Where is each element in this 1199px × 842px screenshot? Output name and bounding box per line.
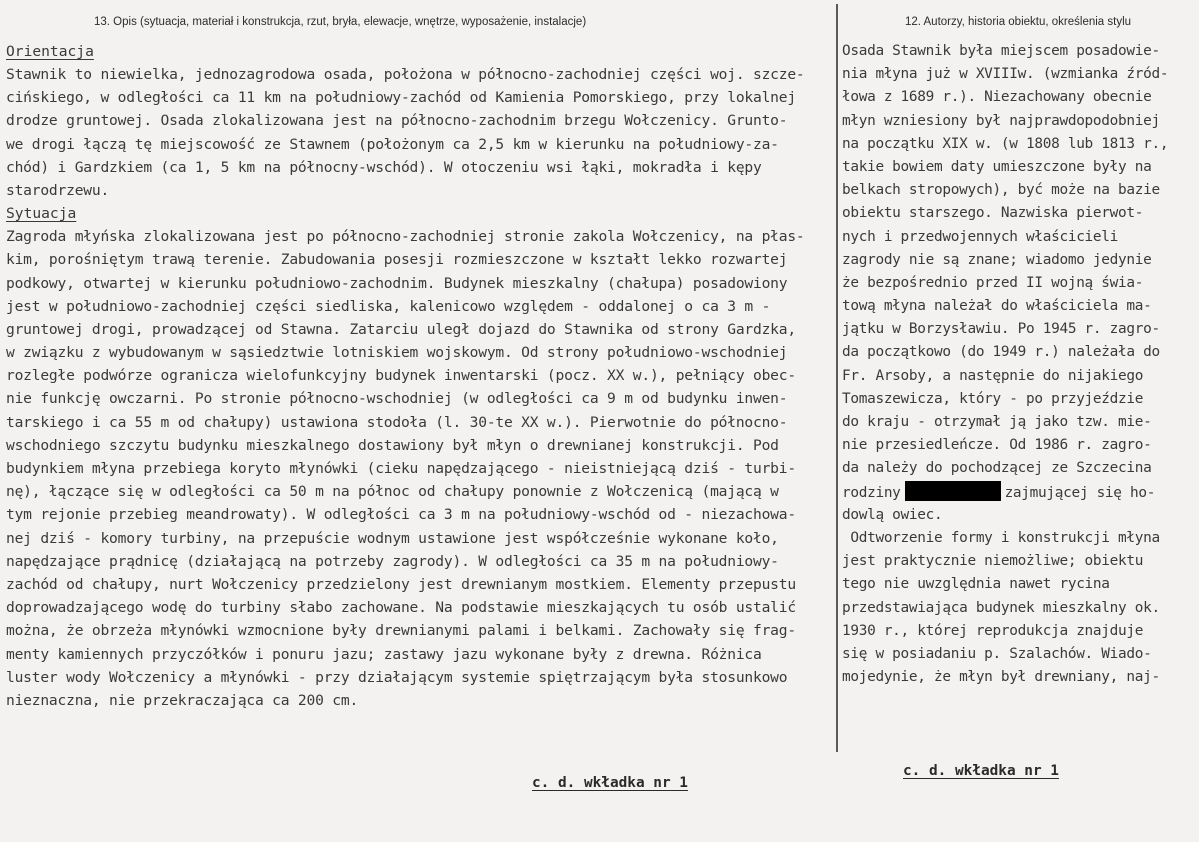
text-line-redacted <box>842 481 1194 504</box>
continuation-note-right: c. d. wkładka nr 1 <box>903 763 1059 779</box>
history-column <box>842 14 1194 814</box>
text-line: doprowadzającego wodę do turbiny słabo zachowane. Na podstawie mieszkających tu osób ustalić <box>6 599 796 617</box>
description-column <box>6 14 828 814</box>
text-line: nej dziś - komory turbiny, na przepuście wodnym ustawione jest współcześnie wykonane koło, <box>6 529 779 547</box>
text-line: jest praktycznie niemożliwe; obiektu <box>842 553 1144 570</box>
text-line: Osada Stawnik była miejscem posadowie- <box>842 43 1160 59</box>
text-line: nia młyna już w XVIIIw. (wzmianka źród- <box>842 66 1169 83</box>
text-line: można, że obrzeża młynówki wzmocnione były drewnianymi palami i belkami. Zachowały się frag- <box>6 622 796 640</box>
text-line: dowlą owiec. <box>842 506 943 523</box>
text-line: tową młyna należał do właściciela ma- <box>842 298 1152 315</box>
text-line: tego nie uwzględnia nawet rycina <box>842 576 1110 593</box>
text-line: 1930 r., której reprodukcja znajduje <box>842 622 1144 639</box>
text-line: się w posiadaniu p. Szalachów. Wiado- <box>842 645 1152 662</box>
text-line: rozległe podwórze ogranicza wielofunkcyjny budynek inwentarski (pocz. XX w.), pełniący obec- <box>6 367 796 385</box>
text-line: obiektu starszego. Nazwiska pierwot- <box>842 205 1144 222</box>
history-paragraph <box>842 40 1194 689</box>
history-header: 12. Autorzy, historia obiektu, określenia stylu <box>904 16 1132 28</box>
text-line: jątku w Borzysławiu. Po 1945 r. zagro- <box>842 321 1160 338</box>
text-line: przedstawiająca budynek mieszkalny ok. <box>842 599 1160 616</box>
redacted-line-end: zajmującej się ho- <box>1004 484 1156 501</box>
text-line: kim, porośniętym trawą terenie. Zabudowania posesji rozmieszczone w kształt lekko rozwartej <box>6 251 788 269</box>
text-line: zagrody nie są znane; wiadomo jedynie <box>842 251 1152 268</box>
orientation-title: Orientacja <box>6 43 94 60</box>
text-line: młyn wzniesiony był najprawdopodobniej <box>842 112 1160 129</box>
text-line: Stawnik to niewielka, jednozagrodowa osada, położona w północno-zachodniej części woj. szcze- <box>6 66 805 83</box>
text-line: cińskiego, w odległości ca 11 km na południowy-zachód od Kamienia Pomorskiego, przy lokalnej <box>6 89 796 107</box>
text-line: tarskiego i ca 55 m od chałupy) ustawiona stodoła (l. 30-te XX w.). Pierwotnie do północno- <box>6 413 788 431</box>
text-line: menty kamiennych przyczółków i ponuru jazu; zastawy jazu wykonane były z drewna. Różnica <box>6 645 762 663</box>
text-line: nie przesiedleńcze. Od 1986 r. zagro- <box>842 437 1152 454</box>
text-line: do kraju - otrzymał ją jako tzw. mie- <box>842 414 1152 430</box>
text-line: nych i przedwojennych właścicieli <box>842 228 1119 245</box>
text-line: chód) i Gardzkiem (ca 1, 5 km na północny-wschód). W otoczeniu wsi łąki, mokradła i kępy <box>6 158 762 176</box>
text-line: napędzające prądnicę (działającą na potrzeby zagrody). W odległości ca 35 m na południowy- <box>6 552 779 570</box>
text-line: Zagroda młyńska zlokalizowana jest po północno-zachodniej stronie zakola Wołczenicy, na płas- <box>6 228 805 246</box>
continuation-note-left: c. d. wkładka nr 1 <box>532 775 688 791</box>
text-line: da początkowo (do 1949 r.) należała do <box>842 344 1160 361</box>
description-header: 13. Opis (sytuacja, materiał i konstrukcja, rzut, bryła, elewacje, wnętrze, wyposażenie, instalacje) <box>94 16 587 28</box>
text-line: podkowy, otwartej w kierunku południowo-zachodnim. Budynek mieszkalny (chałupa) posadowiony <box>6 274 788 292</box>
text-line: we drogi łączą tę miejscowość ze Stawnem (położonym ca 2,5 km w kierunku na południowy-za- <box>6 135 779 153</box>
situation-paragraph <box>6 225 828 712</box>
text-line: belkach stropowych), być może na bazie <box>842 182 1160 199</box>
column-divider <box>836 4 838 752</box>
text-line: luster wody Wołczenicy a młynówki - przy działającym systemie spiętrzającym była stosunkowo <box>6 668 788 686</box>
text-line: starodrzewu. <box>6 181 110 199</box>
text-line: da należy do pochodzącej ze Szczecina <box>842 460 1152 477</box>
text-line: takie bowiem daty umieszczone były na <box>842 158 1152 175</box>
text-line: gruntowej drogi, prowadzącej od Stawna. Zatarciu uległ dojazd do Stawnika od strony Gardzka, <box>6 320 796 338</box>
text-line: nieznaczna, nie przekraczająca ca 200 cm. <box>6 691 359 709</box>
orientation-paragraph <box>6 63 828 202</box>
text-line: tym rejonie przebieg meandrowaty). W odległości ca 3 m na południowy-wschód od - niezachowa- <box>6 506 796 524</box>
text-line: wschodniego szczytu budynku mieszkalnego dostawiony był młyn o drewnianej konstrukcji. Pod <box>6 436 779 454</box>
text-line: nę), łączące się w odległości ca 50 m na północ od chałupy ponownie z Wołczenicą (mającą w <box>6 483 779 501</box>
text-line: Fr. Arsoby, a następnie do nijakiego <box>842 367 1144 384</box>
redaction-box <box>905 481 1001 501</box>
text-line: mojedynie, że młyn był drewniany, naj- <box>842 669 1160 686</box>
redacted-line-start: rodziny <box>842 484 901 501</box>
text-line: drodze gruntowej. Osada zlokalizowana jest na północno-zachodnim brzegu Wołczenicy. Grunto- <box>6 112 788 130</box>
text-line: zachód od chałupy, nurt Wołczenicy przedzielony jest drewnianym mostkiem. Elementy przepustu <box>6 575 796 593</box>
text-line: budynkiem młyna przebiega koryto młynówki (cieku napędzającego - nieistniejącą dziś - turbi- <box>6 460 796 477</box>
text-line: w związku z wybudowanym w sąsiedztwie lotniskiem wojskowym. Od strony południowo-wschodniej <box>6 344 788 362</box>
text-line: łowa z 1689 r.). Niezachowany obecnie <box>842 89 1152 106</box>
text-line: nie funkcję owczarni. Po stronie północno-wschodniej (w odległości ca 9 m od budynku inwen- <box>6 390 788 408</box>
text-line: Tomaszewicza, który - po przyjeździe <box>842 390 1144 407</box>
text-line: Odtworzenie formy i konstrukcji młyna <box>842 529 1160 546</box>
text-line: że bezpośrednio przed II wojną świa- <box>842 274 1144 291</box>
text-line: na początku XIX w. (w 1808 lub 1813 r., <box>842 135 1169 152</box>
situation-title: Sytuacja <box>6 205 77 223</box>
text-line: jest w południowo-zachodniej części siedliska, kalenicowo względem - oddalonej o ca 3 m - <box>6 297 771 315</box>
